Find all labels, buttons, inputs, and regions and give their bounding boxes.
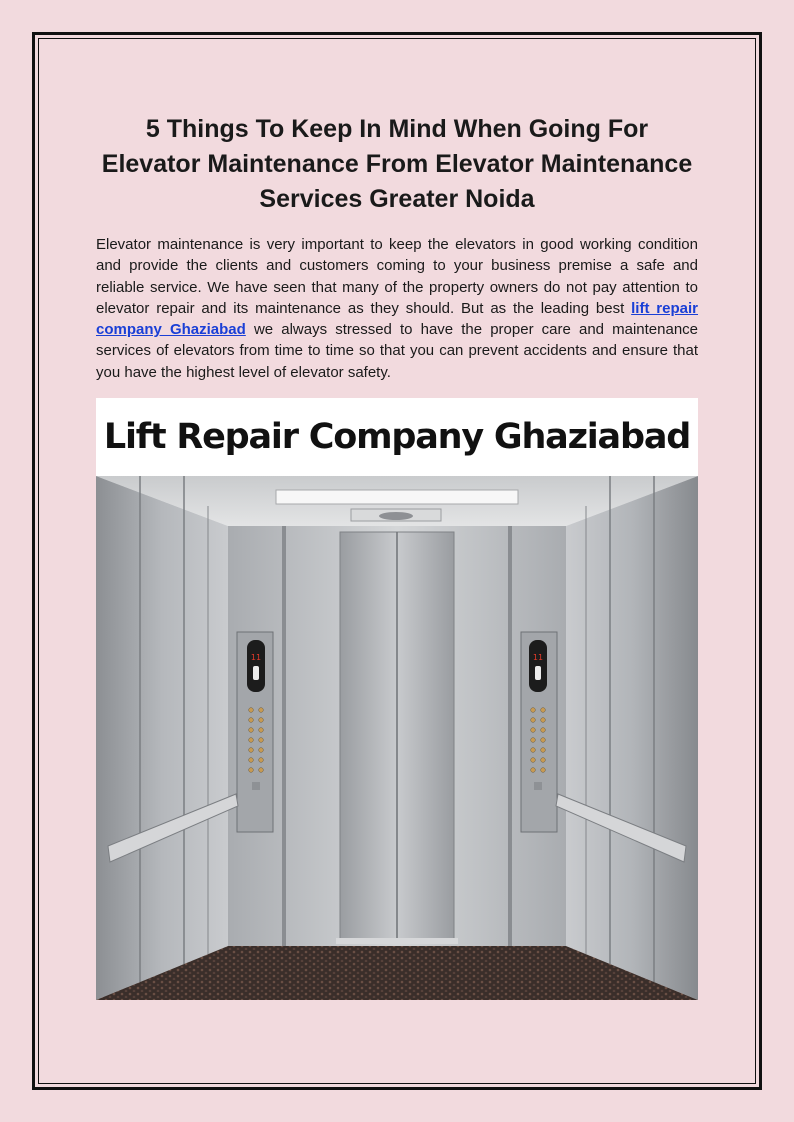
- document-title: 5 Things To Keep In Mind When Going For Elevator Maintenance From Elevator Maintenance Services Greater Noida: [101, 115, 693, 213]
- banner-title: Lift Repair Company Ghaziabad: [103, 417, 691, 457]
- body-paragraph: [96, 234, 698, 383]
- elevator-interior-image: [96, 476, 698, 1000]
- floor-display-right: 11: [532, 653, 544, 662]
- elevator-figure: [96, 398, 698, 1000]
- floor-display-left: 11: [250, 653, 262, 662]
- lift-repair-link[interactable]: lift repair company Ghaziabad: [96, 299, 699, 339]
- paragraph-text-after-link: we always stressed to have the proper care and maintenance services of elevators from time to time so that you can prevent accidents and ensure that you have the highest level of elevator safety.: [96, 321, 699, 381]
- image-banner: [96, 398, 698, 476]
- paragraph-text-before-link: Elevator maintenance is very important to keep the elevators in good working condition and provide the clients and customers coming to your business premise a safe and reliable service. We have seen that many of the property owners do not pay attention to elevator repair and its maintenance as they should. But as the leading best: [96, 236, 698, 317]
